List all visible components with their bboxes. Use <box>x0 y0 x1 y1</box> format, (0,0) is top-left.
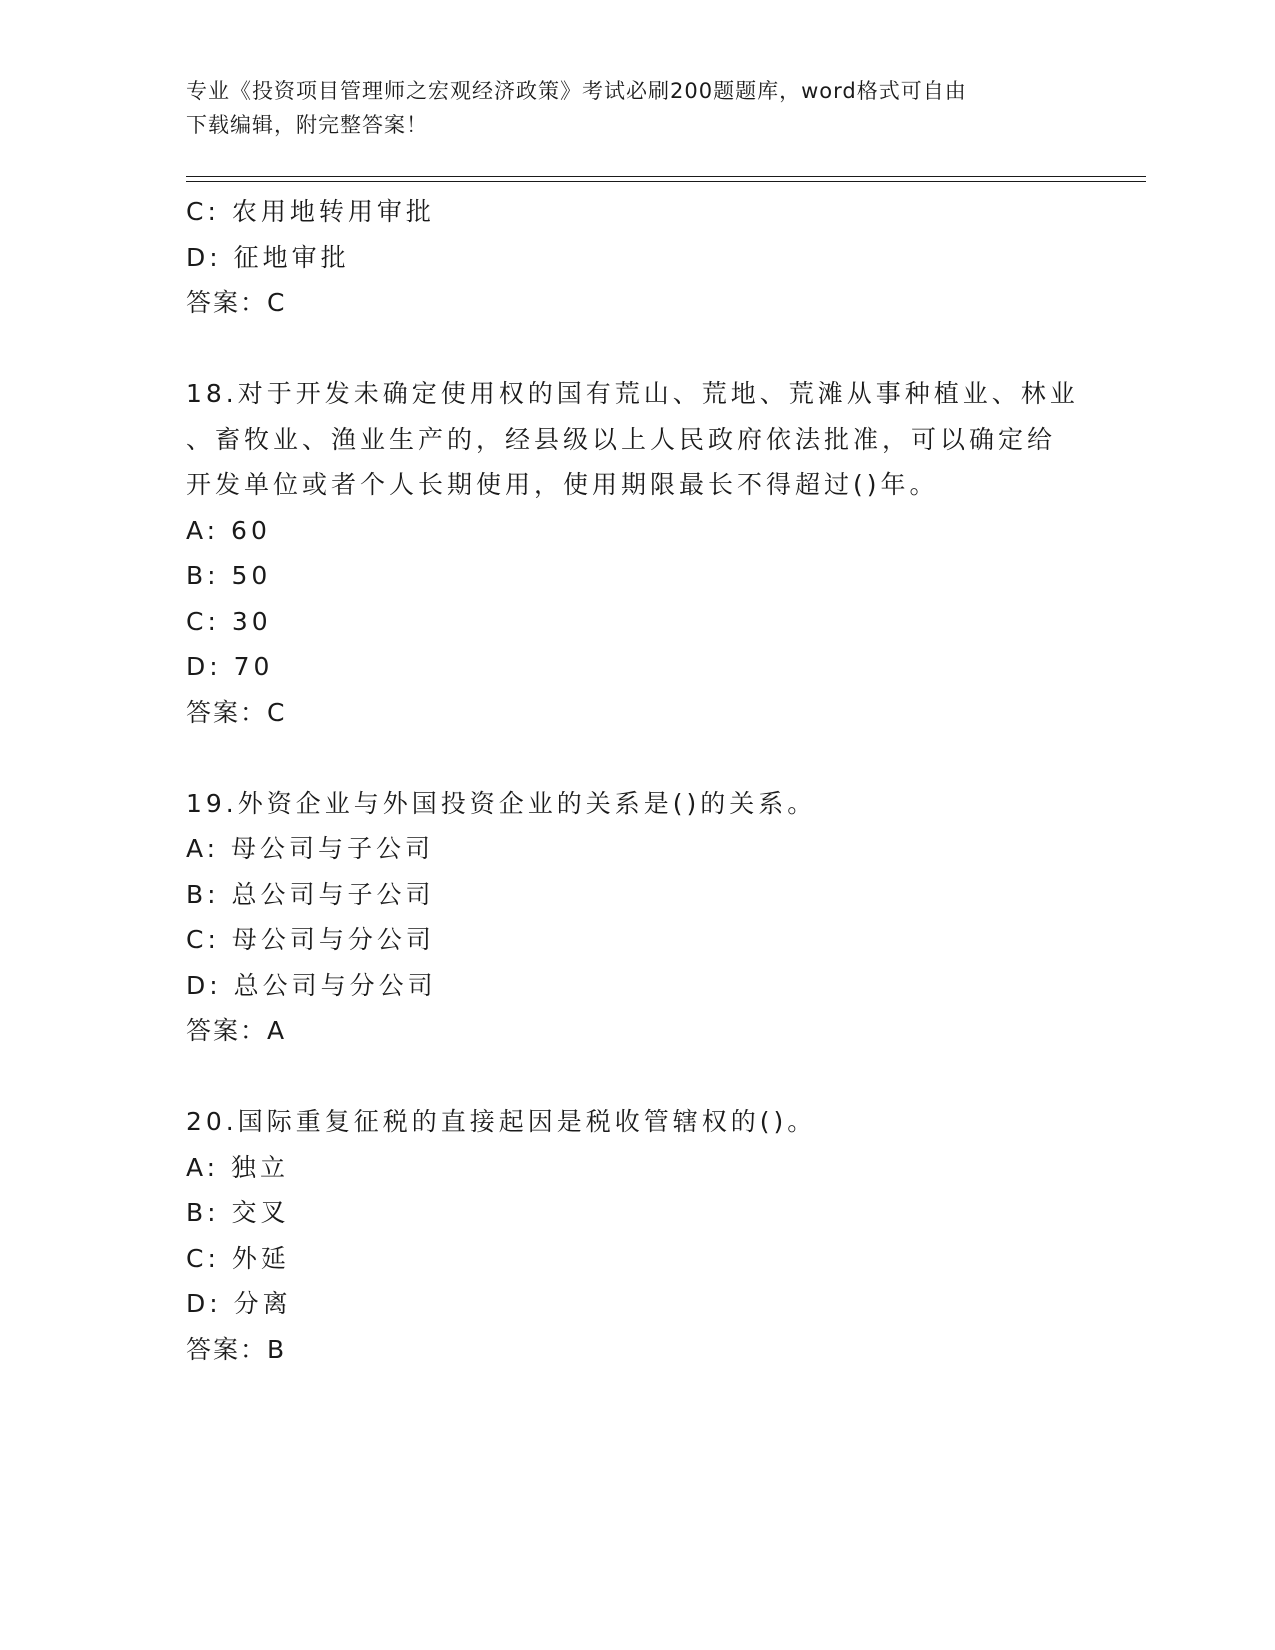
answer: 答案：C <box>186 697 287 727</box>
spacer <box>186 326 1086 372</box>
spacer <box>186 1054 1086 1100</box>
question-content <box>186 189 1086 1372</box>
option-a: A: 60 <box>186 515 271 545</box>
option-d: D: 70 <box>186 652 274 681</box>
question-18 <box>186 371 1086 735</box>
document-header <box>186 74 1066 142</box>
option-c: C: 30 <box>186 606 272 636</box>
question-20 <box>186 1099 1086 1372</box>
option-c: C: 外延 <box>186 1243 290 1273</box>
answer: 答案：B <box>186 1334 287 1364</box>
header-rule-top <box>186 176 1146 177</box>
option-a: A: 母公司与子公司 <box>186 834 435 863</box>
option-b: B: 交叉 <box>186 1198 290 1227</box>
option-b: B: 总公司与子公司 <box>186 879 435 909</box>
question-text: 18.对于开发未确定使用权的国有荒山、荒地、荒滩从事种植业、林业 <box>186 379 1079 408</box>
option-d: D: 分离 <box>186 1289 292 1318</box>
question-17-continuation <box>186 189 1086 326</box>
header-line-2: 下载编辑，附完整答案！ <box>186 113 428 137</box>
option-d: D: 总公司与分公司 <box>186 970 437 1000</box>
option-d: D: 征地审批 <box>186 242 350 272</box>
option-c: C: 农用地转用审批 <box>186 197 435 226</box>
option-a: A: 独立 <box>186 1152 290 1182</box>
spacer <box>186 735 1086 781</box>
question-text: 、畜牧业、渔业生产的，经县级以上人民政府依法批准，可以确定给 <box>186 424 1057 454</box>
header-rule-bottom <box>186 181 1146 182</box>
question-text: 开发单位或者个人长期使用，使用期限最长不得超过()年。 <box>186 470 939 499</box>
question-text: 20.国际重复征税的直接起因是税收管辖权的()。 <box>186 1107 817 1136</box>
header-line-1: 专业《投资项目管理师之宏观经济政策》考试必刷200题题库，word格式可自由 <box>186 79 967 103</box>
question-text: 19.外资企业与外国投资企业的关系是()的关系。 <box>186 788 817 818</box>
answer: 答案：C <box>186 288 287 317</box>
option-c: C: 母公司与分公司 <box>186 925 435 954</box>
answer: 答案：A <box>186 1016 287 1045</box>
question-19 <box>186 781 1086 1054</box>
option-b: B: 50 <box>186 561 272 590</box>
